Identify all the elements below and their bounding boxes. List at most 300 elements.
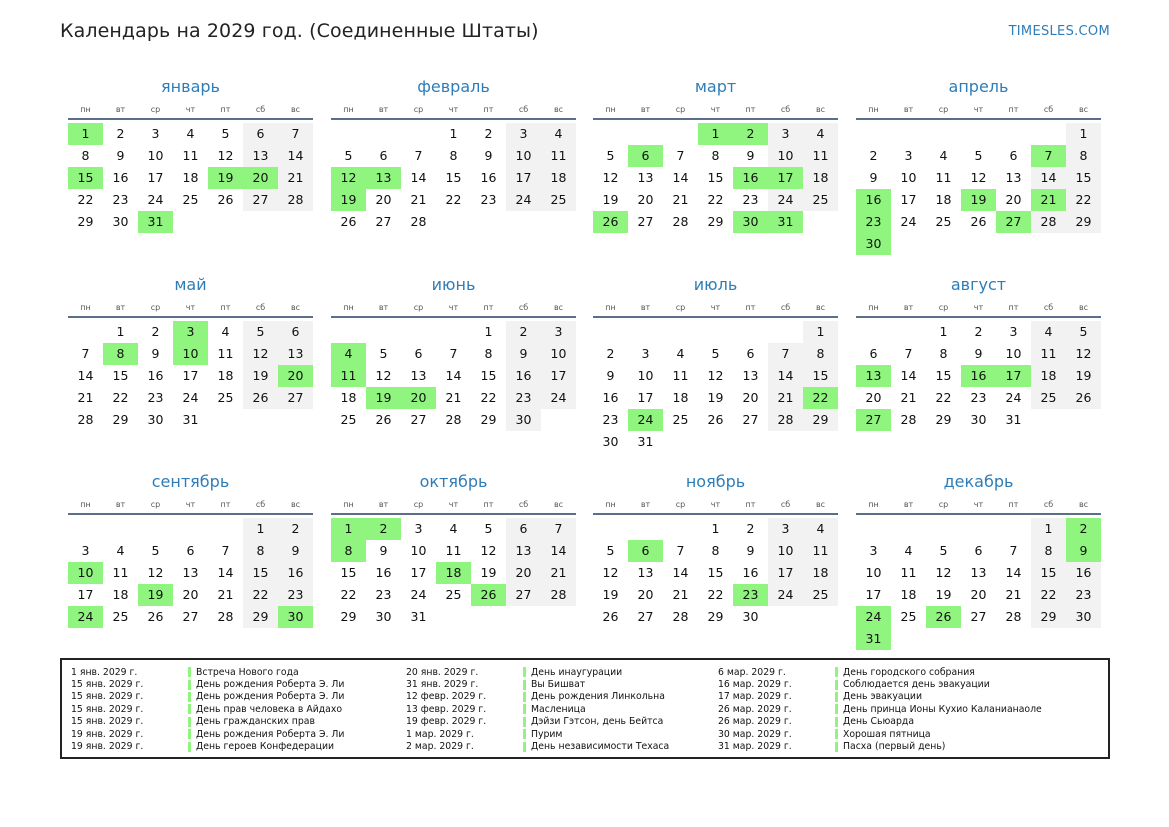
legend-holiday-name: Дэйзи Гэтсон, день Бейтса xyxy=(531,716,664,728)
day-cell: 22 xyxy=(77,192,94,207)
day-cell: 7 xyxy=(676,148,685,163)
day-cell: 21 xyxy=(541,562,576,584)
empty-cell xyxy=(366,321,401,343)
weekday-label: пт xyxy=(745,500,756,509)
legend-holiday-name: Хорошая пятница xyxy=(843,728,931,740)
holiday-day-cell: 2 xyxy=(733,123,768,145)
legend-row xyxy=(709,678,1042,690)
day-cell: 3 xyxy=(768,123,803,145)
day-cell: 13 xyxy=(970,565,987,580)
holiday-day-cell: 21 xyxy=(1031,189,1066,211)
legend-row xyxy=(62,691,344,703)
day-cell: 19 xyxy=(707,390,724,405)
day-cell: 22 xyxy=(243,584,278,606)
day-cell: 21 xyxy=(768,387,803,409)
empty-cell xyxy=(331,321,366,343)
day-cell: 22 xyxy=(445,192,462,207)
day-cell: 16 xyxy=(742,565,759,580)
holiday-day-cell: 3 xyxy=(173,321,208,343)
legend-color-marker xyxy=(188,729,191,739)
empty-cell xyxy=(628,123,663,145)
legend-holiday-name: День рождения Роберта Э. Ли xyxy=(196,728,345,740)
day-cell: 23 xyxy=(602,412,619,427)
legend-date: 26 мар. 2029 г. xyxy=(718,703,792,715)
day-cell: 15 xyxy=(707,170,724,185)
day-cell: 20 xyxy=(637,192,654,207)
month-10 xyxy=(331,465,576,628)
day-cell: 10 xyxy=(768,145,803,167)
month-5 xyxy=(68,268,313,431)
holiday-day-cell: 19 xyxy=(961,189,996,211)
day-cell: 6 xyxy=(186,543,195,558)
day-cell: 18 xyxy=(900,587,917,602)
day-cell: 24 xyxy=(541,387,576,409)
day-cell: 28 xyxy=(278,189,313,211)
legend-holiday-name: Пурим xyxy=(531,728,563,740)
weekday-label: вс xyxy=(815,303,826,312)
legend-date: 17 мар. 2029 г. xyxy=(718,691,792,703)
holiday-day-cell: 19 xyxy=(138,584,173,606)
day-cell: 11 xyxy=(935,170,952,185)
day-cell: 18 xyxy=(182,170,199,185)
legend-color-marker xyxy=(835,729,838,739)
legend-row xyxy=(709,728,1042,740)
legend-row xyxy=(62,740,344,752)
day-cell: 5 xyxy=(151,543,160,558)
day-grid xyxy=(68,123,313,233)
month-name: ноябрь xyxy=(685,472,746,491)
day-cell: 17 xyxy=(147,170,164,185)
day-cell: 4 xyxy=(904,543,913,558)
day-cell: 11 xyxy=(182,148,199,163)
day-cell: 6 xyxy=(746,346,755,361)
day-cell: 3 xyxy=(1009,324,1018,339)
holiday-day-cell: 8 xyxy=(331,540,366,562)
day-cell: 18 xyxy=(112,587,129,602)
day-cell: 28 xyxy=(768,409,803,431)
day-cell: 20 xyxy=(970,587,987,602)
legend-holiday-name: День эвакуации xyxy=(843,691,923,703)
holiday-day-cell: 31 xyxy=(768,211,803,233)
legend-holiday-name: День гражданских прав xyxy=(196,716,315,728)
day-cell: 5 xyxy=(606,543,615,558)
legend-color-marker xyxy=(523,717,526,727)
weekday-label: сб xyxy=(518,500,529,509)
day-cell: 26 xyxy=(147,609,164,624)
day-cell: 8 xyxy=(711,148,720,163)
day-cell: 1 xyxy=(116,324,125,339)
day-cell: 6 xyxy=(869,346,878,361)
day-cell: 25 xyxy=(935,214,952,229)
weekday-label: чт xyxy=(185,303,196,312)
month-name: март xyxy=(694,77,737,96)
day-cell: 13 xyxy=(243,145,278,167)
day-cell: 13 xyxy=(1005,170,1022,185)
day-cell: 5 xyxy=(606,148,615,163)
day-cell: 3 xyxy=(81,543,90,558)
day-cell: 20 xyxy=(1005,192,1022,207)
day-cell: 16 xyxy=(375,565,392,580)
empty-cell xyxy=(173,518,208,540)
weekday-label: ср xyxy=(150,303,161,312)
empty-cell xyxy=(593,321,628,343)
weekday-label: сб xyxy=(255,105,266,114)
day-cell: 3 xyxy=(506,123,541,145)
day-cell: 7 xyxy=(449,346,458,361)
day-cell: 8 xyxy=(81,148,90,163)
legend-holiday-name: Пасха (первый день) xyxy=(843,741,946,753)
day-cell: 5 xyxy=(484,521,493,536)
holiday-day-cell: 20 xyxy=(243,167,278,189)
day-cell: 21 xyxy=(278,167,313,189)
month-6 xyxy=(331,268,576,431)
empty-cell xyxy=(628,321,663,343)
day-cell: 12 xyxy=(243,343,278,365)
day-cell: 3 xyxy=(541,321,576,343)
holiday-day-cell: 20 xyxy=(401,387,436,409)
day-cell: 5 xyxy=(379,346,388,361)
day-cell: 17 xyxy=(506,167,541,189)
day-cell: 24 xyxy=(506,189,541,211)
weekday-label: вс xyxy=(1078,303,1089,312)
empty-cell xyxy=(996,518,1031,540)
month-name: август xyxy=(950,275,1007,294)
weekday-header xyxy=(593,499,838,515)
empty-cell xyxy=(961,518,996,540)
day-cell: 2 xyxy=(151,324,160,339)
day-grid xyxy=(331,321,576,431)
day-cell: 15 xyxy=(445,170,462,185)
day-cell: 10 xyxy=(147,148,164,163)
holiday-day-cell: 24 xyxy=(68,606,103,628)
day-cell: 23 xyxy=(480,192,497,207)
day-cell: 27 xyxy=(243,189,278,211)
legend-color-marker xyxy=(188,692,191,702)
legend-holiday-name: Масленица xyxy=(531,703,586,715)
day-cell: 8 xyxy=(939,346,948,361)
page-title: Календарь на 2029 год. (Соединенные Штаты) xyxy=(60,20,539,42)
weekday-label: пн xyxy=(80,303,91,312)
empty-cell xyxy=(401,321,436,343)
day-cell: 27 xyxy=(182,609,199,624)
day-cell: 25 xyxy=(445,587,462,602)
day-cell: 12 xyxy=(970,170,987,185)
day-cell: 20 xyxy=(182,587,199,602)
legend-color-marker xyxy=(523,692,526,702)
day-cell: 9 xyxy=(746,148,755,163)
weekday-label: сб xyxy=(518,303,529,312)
day-cell: 15 xyxy=(340,565,357,580)
legend-date: 20 янв. 2029 г. xyxy=(406,666,479,678)
legend-color-marker xyxy=(523,742,526,752)
legend-date: 1 янв. 2029 г. xyxy=(71,666,138,678)
day-cell: 21 xyxy=(900,390,917,405)
empty-cell xyxy=(68,321,103,343)
day-cell: 25 xyxy=(672,412,689,427)
day-cell: 14 xyxy=(672,565,689,580)
day-cell: 22 xyxy=(340,587,357,602)
holiday-day-cell: 15 xyxy=(68,167,103,189)
weekday-label: вс xyxy=(553,500,564,509)
day-cell: 28 xyxy=(217,609,234,624)
day-cell: 23 xyxy=(278,584,313,606)
day-cell: 18 xyxy=(1031,365,1066,387)
month-name: декабрь xyxy=(943,472,1014,491)
legend-date: 12 февр. 2029 г. xyxy=(406,691,487,703)
day-cell: 19 xyxy=(243,365,278,387)
day-grid xyxy=(593,321,838,453)
holiday-day-cell: 24 xyxy=(628,409,663,431)
day-cell: 29 xyxy=(112,412,129,427)
weekday-label: чт xyxy=(973,500,984,509)
weekday-label: пн xyxy=(80,500,91,509)
day-cell: 17 xyxy=(900,192,917,207)
empty-cell xyxy=(768,321,803,343)
day-cell: 17 xyxy=(768,562,803,584)
day-cell: 18 xyxy=(340,390,357,405)
day-cell: 27 xyxy=(637,214,654,229)
day-cell: 31 xyxy=(182,412,199,427)
day-cell: 29 xyxy=(935,412,952,427)
day-cell: 30 xyxy=(602,434,619,449)
day-cell: 9 xyxy=(606,368,615,383)
day-cell: 28 xyxy=(1005,609,1022,624)
legend-holiday-name: Вы Бишват xyxy=(531,679,586,691)
day-cell: 16 xyxy=(506,365,541,387)
empty-cell xyxy=(1031,123,1066,145)
legend-date: 31 янв. 2029 г. xyxy=(406,679,479,691)
site-link[interactable]: TIMESLES.COM xyxy=(1008,24,1110,39)
legend-color-marker xyxy=(835,667,838,677)
day-cell: 9 xyxy=(974,346,983,361)
day-cell: 23 xyxy=(1066,584,1101,606)
day-cell: 10 xyxy=(1005,346,1022,361)
day-cell: 20 xyxy=(506,562,541,584)
holiday-day-cell: 22 xyxy=(803,387,838,409)
empty-cell xyxy=(891,518,926,540)
day-cell: 5 xyxy=(974,148,983,163)
day-cell: 29 xyxy=(1066,211,1101,233)
day-cell: 12 xyxy=(217,148,234,163)
day-cell: 11 xyxy=(541,145,576,167)
day-cell: 20 xyxy=(742,390,759,405)
weekday-label: пн xyxy=(343,303,354,312)
day-cell: 17 xyxy=(77,587,94,602)
day-cell: 4 xyxy=(449,521,458,536)
weekday-label: чт xyxy=(973,105,984,114)
weekday-label: чт xyxy=(448,303,459,312)
weekday-label: ср xyxy=(413,500,424,509)
day-cell: 1 xyxy=(711,521,720,536)
day-cell: 25 xyxy=(217,390,234,405)
empty-cell xyxy=(593,123,628,145)
day-cell: 19 xyxy=(602,192,619,207)
day-grid xyxy=(331,123,576,233)
day-cell: 25 xyxy=(803,189,838,211)
legend-row xyxy=(397,703,669,715)
legend-date: 15 янв. 2029 г. xyxy=(71,716,144,728)
day-cell: 6 xyxy=(278,321,313,343)
day-cell: 18 xyxy=(672,390,689,405)
legend-row xyxy=(397,678,669,690)
day-cell: 17 xyxy=(637,390,654,405)
holiday-day-cell: 10 xyxy=(68,562,103,584)
weekday-label: чт xyxy=(710,500,721,509)
legend-color-marker xyxy=(188,680,191,690)
day-cell: 3 xyxy=(869,543,878,558)
day-cell: 10 xyxy=(506,145,541,167)
day-cell: 21 xyxy=(445,390,462,405)
holiday-day-cell: 2 xyxy=(1066,518,1101,540)
day-cell: 12 xyxy=(147,565,164,580)
legend-color-marker xyxy=(835,692,838,702)
day-cell: 13 xyxy=(278,343,313,365)
day-cell: 16 xyxy=(602,390,619,405)
day-cell: 28 xyxy=(77,412,94,427)
holiday-day-cell: 12 xyxy=(331,167,366,189)
day-cell: 30 xyxy=(147,412,164,427)
day-cell: 4 xyxy=(939,148,948,163)
day-cell: 3 xyxy=(768,518,803,540)
weekday-header xyxy=(856,104,1101,120)
day-cell: 14 xyxy=(768,365,803,387)
day-cell: 1 xyxy=(939,324,948,339)
weekday-label: чт xyxy=(710,303,721,312)
day-cell: 9 xyxy=(151,346,160,361)
day-cell: 14 xyxy=(77,368,94,383)
legend-date: 1 мар. 2029 г. xyxy=(406,728,474,740)
weekday-label: вс xyxy=(290,500,301,509)
day-cell: 9 xyxy=(116,148,125,163)
day-cell: 29 xyxy=(1031,606,1066,628)
day-cell: 7 xyxy=(414,148,423,163)
legend-color-marker xyxy=(835,704,838,714)
day-cell: 17 xyxy=(410,565,427,580)
holiday-day-cell: 16 xyxy=(961,365,996,387)
day-cell: 28 xyxy=(672,214,689,229)
day-cell: 9 xyxy=(869,170,878,185)
weekday-label: пт xyxy=(1008,105,1019,114)
day-grid xyxy=(593,518,838,628)
month-name: сентябрь xyxy=(151,472,230,491)
holiday-day-cell: 31 xyxy=(138,211,173,233)
weekday-header xyxy=(593,104,838,120)
day-cell: 6 xyxy=(974,543,983,558)
legend-date: 26 мар. 2029 г. xyxy=(718,716,792,728)
weekday-label: сб xyxy=(780,303,791,312)
legend-row xyxy=(62,728,344,740)
weekday-label: пт xyxy=(1008,500,1019,509)
legend-date: 31 мар. 2029 г. xyxy=(718,741,792,753)
weekday-header xyxy=(331,499,576,515)
day-grid xyxy=(856,518,1101,650)
day-cell: 27 xyxy=(375,214,392,229)
month-9 xyxy=(68,465,313,628)
day-cell: 13 xyxy=(637,170,654,185)
legend-holiday-name: День городского собрания xyxy=(843,666,975,678)
legend-color-marker xyxy=(188,717,191,727)
day-cell: 15 xyxy=(935,368,952,383)
weekday-label: сб xyxy=(780,500,791,509)
day-grid xyxy=(856,321,1101,431)
weekday-label: вт xyxy=(640,303,651,312)
day-cell: 4 xyxy=(1031,321,1066,343)
weekday-label: ср xyxy=(413,303,424,312)
month-name: февраль xyxy=(417,77,490,96)
day-cell: 22 xyxy=(707,587,724,602)
weekday-label: пн xyxy=(605,500,616,509)
day-cell: 11 xyxy=(803,540,838,562)
legend-row xyxy=(397,666,669,678)
empty-cell xyxy=(663,123,698,145)
day-cell: 1 xyxy=(1031,518,1066,540)
weekday-label: чт xyxy=(448,500,459,509)
weekday-label: ср xyxy=(938,500,949,509)
day-cell: 23 xyxy=(112,192,129,207)
legend-date: 30 мар. 2029 г. xyxy=(718,728,792,740)
day-cell: 18 xyxy=(803,562,838,584)
holiday-day-cell: 8 xyxy=(103,343,138,365)
weekday-label: вт xyxy=(378,500,389,509)
weekday-label: ср xyxy=(150,500,161,509)
day-cell: 24 xyxy=(182,390,199,405)
legend-holiday-name: День принца Ионы Кухио Каланианаоле xyxy=(843,703,1042,715)
empty-cell xyxy=(926,518,961,540)
month-3 xyxy=(593,70,838,233)
day-cell: 11 xyxy=(672,368,689,383)
empty-cell xyxy=(331,123,366,145)
day-cell: 11 xyxy=(217,346,234,361)
day-cell: 26 xyxy=(217,192,234,207)
day-cell: 29 xyxy=(707,609,724,624)
day-cell: 26 xyxy=(243,387,278,409)
weekday-label: чт xyxy=(448,105,459,114)
day-cell: 18 xyxy=(217,368,234,383)
day-cell: 14 xyxy=(217,565,234,580)
day-cell: 10 xyxy=(768,540,803,562)
legend-color-marker xyxy=(188,742,191,752)
holiday-day-cell: 7 xyxy=(1031,145,1066,167)
weekday-label: пт xyxy=(745,105,756,114)
day-cell: 4 xyxy=(186,126,195,141)
day-cell: 7 xyxy=(676,543,685,558)
day-cell: 25 xyxy=(541,189,576,211)
holiday-day-cell: 23 xyxy=(856,211,891,233)
day-cell: 4 xyxy=(116,543,125,558)
empty-cell xyxy=(68,518,103,540)
day-cell: 5 xyxy=(939,543,948,558)
legend-holiday-name: Соблюдается день эвакуации xyxy=(843,679,990,691)
holiday-day-cell: 10 xyxy=(173,343,208,365)
legend-color-marker xyxy=(523,680,526,690)
day-cell: 31 xyxy=(637,434,654,449)
day-cell: 29 xyxy=(243,606,278,628)
day-cell: 30 xyxy=(506,409,541,431)
weekday-label: пн xyxy=(343,105,354,114)
day-cell: 18 xyxy=(935,192,952,207)
day-cell: 3 xyxy=(904,148,913,163)
day-cell: 29 xyxy=(803,409,838,431)
empty-cell xyxy=(856,123,891,145)
holiday-day-cell: 17 xyxy=(768,167,803,189)
day-cell: 25 xyxy=(182,192,199,207)
holiday-day-cell: 19 xyxy=(366,387,401,409)
empty-cell xyxy=(996,123,1031,145)
weekday-label: пн xyxy=(868,105,879,114)
day-cell: 29 xyxy=(707,214,724,229)
day-cell: 12 xyxy=(707,368,724,383)
weekday-label: вт xyxy=(115,500,126,509)
